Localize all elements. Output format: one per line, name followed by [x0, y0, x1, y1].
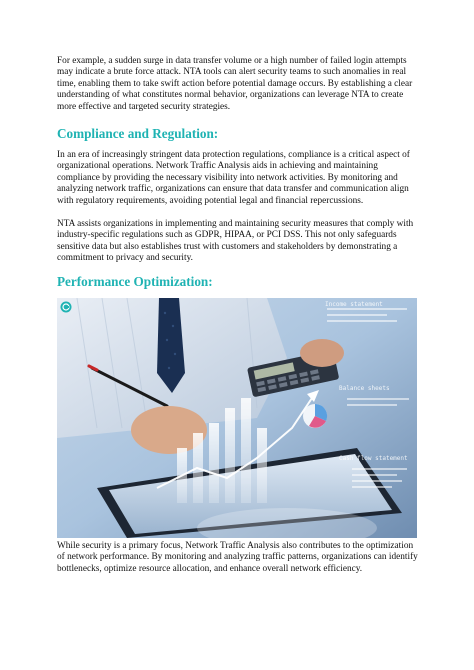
paragraph-regulations: NTA assists organizations in implementing and maintaining security measures that comply with industry-specific regulations such as GDPR, HIPAA, or PCI DSS. This not only safeguards sensitive data but also establishes trust with customers and stakeholders by demonstrating a commitment to privacy and security. — [57, 219, 414, 264]
copyright-badge-icon — [60, 301, 72, 313]
overlay-balance-sheets: Balance sheets — [339, 385, 390, 392]
paragraph-anomaly-detection: For example, a sudden surge in data transfer volume or a high number of failed login attempts may indicate a brute force attack. NTA tools can alert security teams to such anomalies in real time, enabling them to take swift action before potential damage occurs. By establishing a clear understanding of what constitutes normal behavior, organizations can leverage NTA to create more effective and targeted security strategies. — [57, 56, 413, 112]
overlay-cash-flow: Cash flow statement — [339, 455, 408, 462]
heading-compliance: Compliance and Regulation: — [57, 126, 219, 141]
paragraph-performance: While security is a primary focus, Network Traffic Analysis also contributes to the optimization of network performance. By monitoring and analyzing traffic patterns, organizations can identify bottlenecks, optimize resource allocation, and enhance overall network efficiency. — [57, 541, 418, 574]
overlay-income-statement: Income statement — [325, 301, 383, 308]
analytics-illustration — [57, 298, 417, 538]
heading-performance: Performance Optimization: — [57, 274, 213, 289]
paragraph-compliance: In an era of increasingly stringent data protection regulations, compliance is a critical aspect of organizational operations. Network Traffic Analysis aids in achieving and maintaining compliance by providing the necessary visibility into network activities. By monitoring and analyzing network traffic, organizations can ensure that data transfer and communication align with regulatory requirements, avoiding potential legal and financial repercussions. — [57, 150, 410, 206]
business-analytics-photo — [57, 298, 417, 538]
